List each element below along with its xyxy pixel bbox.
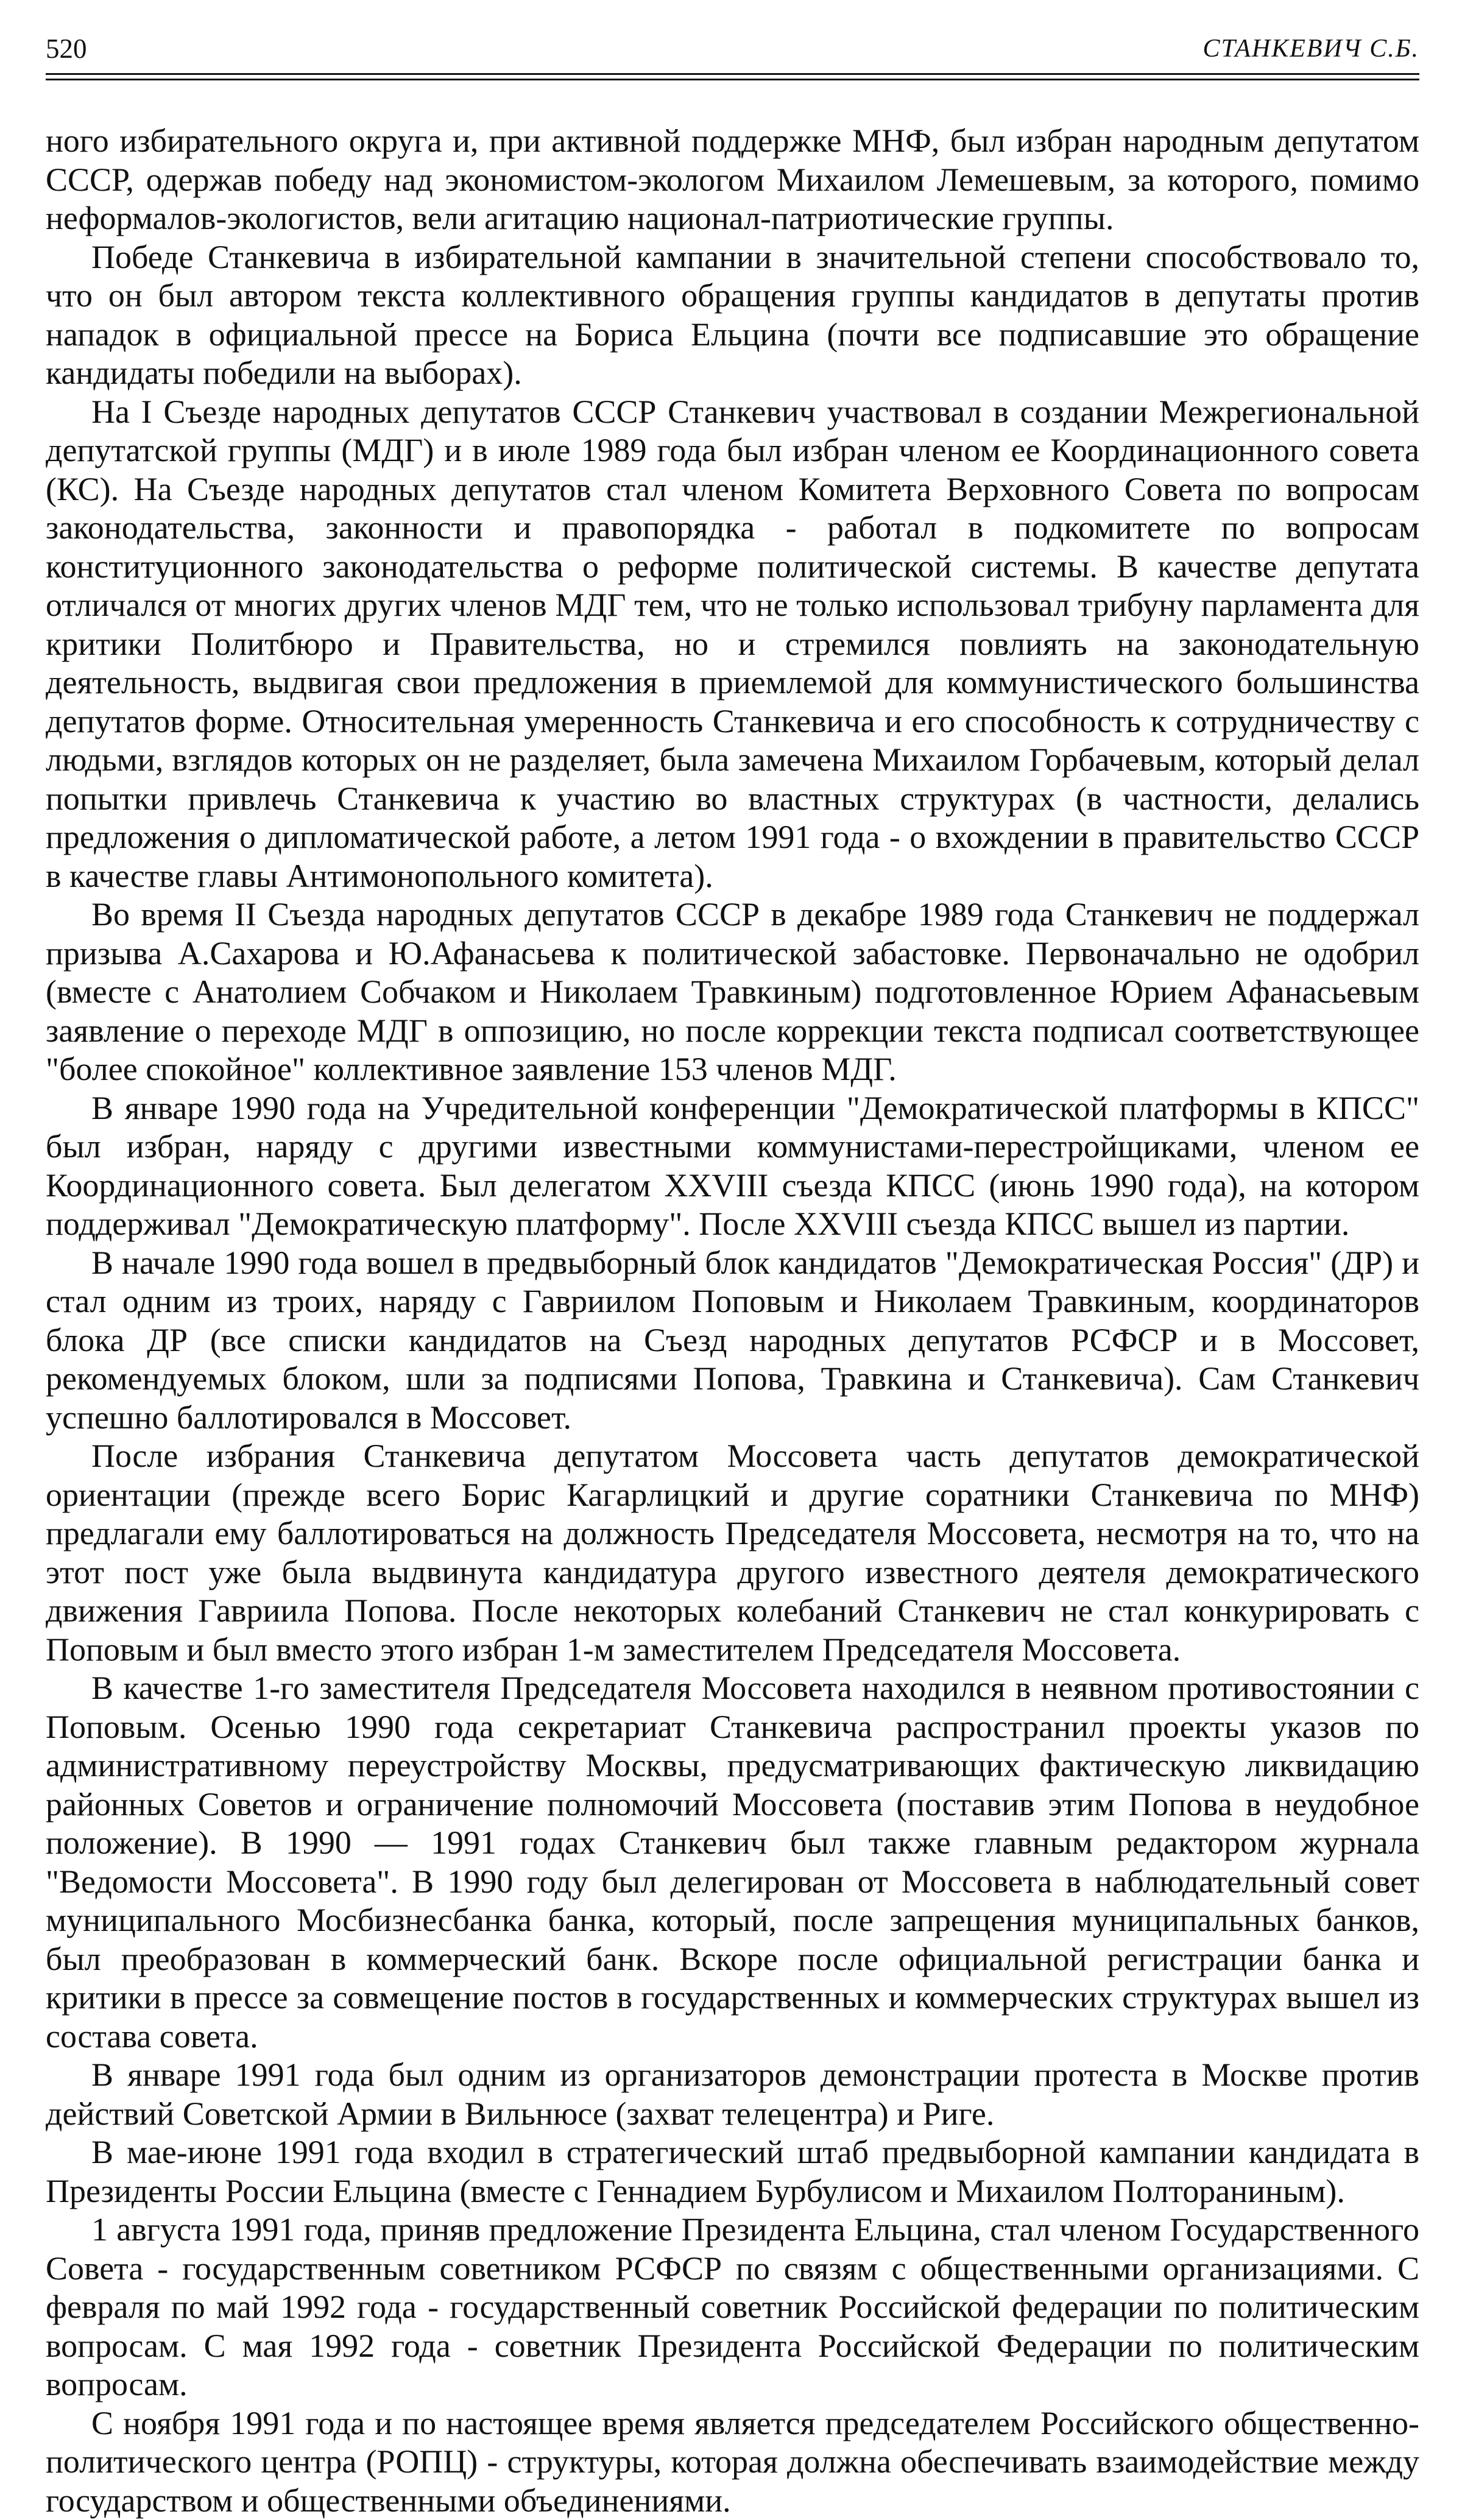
paragraph: В начале 1990 года вошел в предвыборный блок кандидатов "Демократическая Россия" (ДР) и стал одним из троих, наряду с Гавриилом Поповым и Николаем Травкиным, координаторов блока ДР (все списки кандидатов на Съезд народных депутатов РСФСР и в Моссовет, рекомендуемых блоком, шли за подписями Попова, Травкина и Станкевича). Сам Станкевич успешно баллотировался в Моссовет. xyxy=(46,1244,1419,1438)
paragraph: В качестве 1-го заместителя Председателя Моссовета находился в неявном противостоянии с Поповым. Осенью 1990 года секретариат Станкевича распространил проекты указов по административному переустройству Москвы, предусматривающих фактическую ликвидацию районных Советов и ограничение полномочий Моссовета (поставив этим Попова в неудобное положение). В 1990 — 1991 годах Станкевич был также главным редактором журнала "Ведомости Моссовета". В 1990 году был делегирован от Моссовета в наблюдательный совет муниципального Мосбизнесбанка банка, который, после запрещения муниципальных банков, был преобразован в коммерческий банк. Вскоре после официальной регистрации банка и критики в прессе за совмещение постов в государственных и коммерческих структурах вышел из состава совета. xyxy=(46,1669,1419,2056)
paragraph: 1 августа 1991 года, приняв предложение Президента Ельцина, стал членом Государственного Совета - государственным советником РСФСР по связям с общественными организациями. С февраля по май 1992 года - государственный советник Российской федерации по политическим вопросам. С мая 1992 года - советник Президента Российской Федерации по политическим вопросам. xyxy=(46,2211,1419,2404)
page-number: 520 xyxy=(46,24,87,73)
running-head: СТАНКЕВИЧ С.Б. xyxy=(1203,24,1419,73)
paragraph: С ноября 1991 года и по настоящее время является председателем Российского общественно-политического центра (РОПЦ) - структуры, которая должна обеспечивать взаимодействие между государством и общественными объединениями. xyxy=(46,2404,1419,2520)
page-header xyxy=(46,24,1419,73)
paragraph: В январе 1991 года был одним из организаторов демонстрации протеста в Москве против действий Советской Армии в Вильнюсе (захват телецентра) и Риге. xyxy=(46,2056,1419,2133)
paragraph: Во время II Съезда народных депутатов СССР в декабре 1989 года Станкевич не поддержал призыва А.Сахарова и Ю.Афанасьева к политической забастовке. Первоначально не одобрил (вместе с Анатолием Собчаком и Николаем Травкиным) подготовленное Юрием Афанасьевым заявление о переходе МДГ в оппозицию, но после коррекции текста подписал соответствующее "более спокойное" коллективное заявление 153 членов МДГ. xyxy=(46,895,1419,1089)
paragraph-continued: ного избирательного округа и, при активной поддержке МНФ, был избран народным депутатом СССР, одержав победу над экономистом-экологом Михаилом Лемешевым, за которого, помимо неформалов-экологистов, вели агитацию национал-патриотические группы. xyxy=(46,122,1419,238)
paragraph: В январе 1990 года на Учредительной конференции "Демократической платформы в КПСС" был избран, наряду с другими известными коммунистами-перестройщиками, членом ее Координационного совета. Был делегатом XXVIII съезда КПСС (июнь 1990 года), на котором поддерживал "Демократическую платформу". После XXVIII съезда КПСС вышел из партии. xyxy=(46,1089,1419,1244)
paragraph: В мае-июне 1991 года входил в стратегический штаб предвыборной кампании кандидата в Президенты России Ельцина (вместе с Геннадием Бурбулисом и Михаилом Полтораниным). xyxy=(46,2133,1419,2211)
header-double-rule xyxy=(46,73,1419,80)
paragraph: После избрания Станкевича депутатом Моссовета часть депутатов демократической ориентации (прежде всего Борис Кагарлицкий и другие соратники Станкевича по МНФ) предлагали ему баллотироваться на должность Председателя Моссовета, несмотря на то, что на этот пост уже была выдвинута кандидатура другого известного деятеля демократического движения Гавриила Попова. После некоторых колебаний Станкевич не стал конкурировать с Поповым и был вместо этого избран 1-м заместителем Председателя Моссовета. xyxy=(46,1437,1419,1669)
body-text xyxy=(46,122,1419,2520)
paragraph: На I Съезде народных депутатов СССР Станкевич участвовал в создании Межрегиональной депутатской группы (МДГ) и в июле 1989 года был избран членом ее Координационного совета (КС). На Съезде народных депутатов стал членом Комитета Верховного Совета по вопросам законодательства, законности и правопорядка - работал в подкомитете по вопросам конституционного законодательства о реформе политической системы. В качестве депутата отличался от многих других членов МДГ тем, что не только использовал трибуну парламента для критики Политбюро и Правительства, но и стремился повлиять на законодательную деятельность, выдвигая свои предложения в приемлемой для коммунистического большинства депутатов форме. Относительная умеренность Станкевича и его способность к сотрудничеству с людьми, взглядов которых он не разделяет, была замечена Михаилом Горбачевым, который делал попытки привлечь Станкевича к участию во властных структурах (в частности, делались предложения о дипломатической работе, а летом 1991 года - о вхождении в правительство СССР в качестве главы Антимонопольного комитета). xyxy=(46,393,1419,896)
paragraph: Победе Станкевича в избирательной кампании в значительной степени способствовало то, что он был автором текста коллективного обращения группы кандидатов в депутаты против нападок в официальной прессе на Бориса Ельцина (почти все подписавшие это обращение кандидаты победили на выборах). xyxy=(46,238,1419,393)
